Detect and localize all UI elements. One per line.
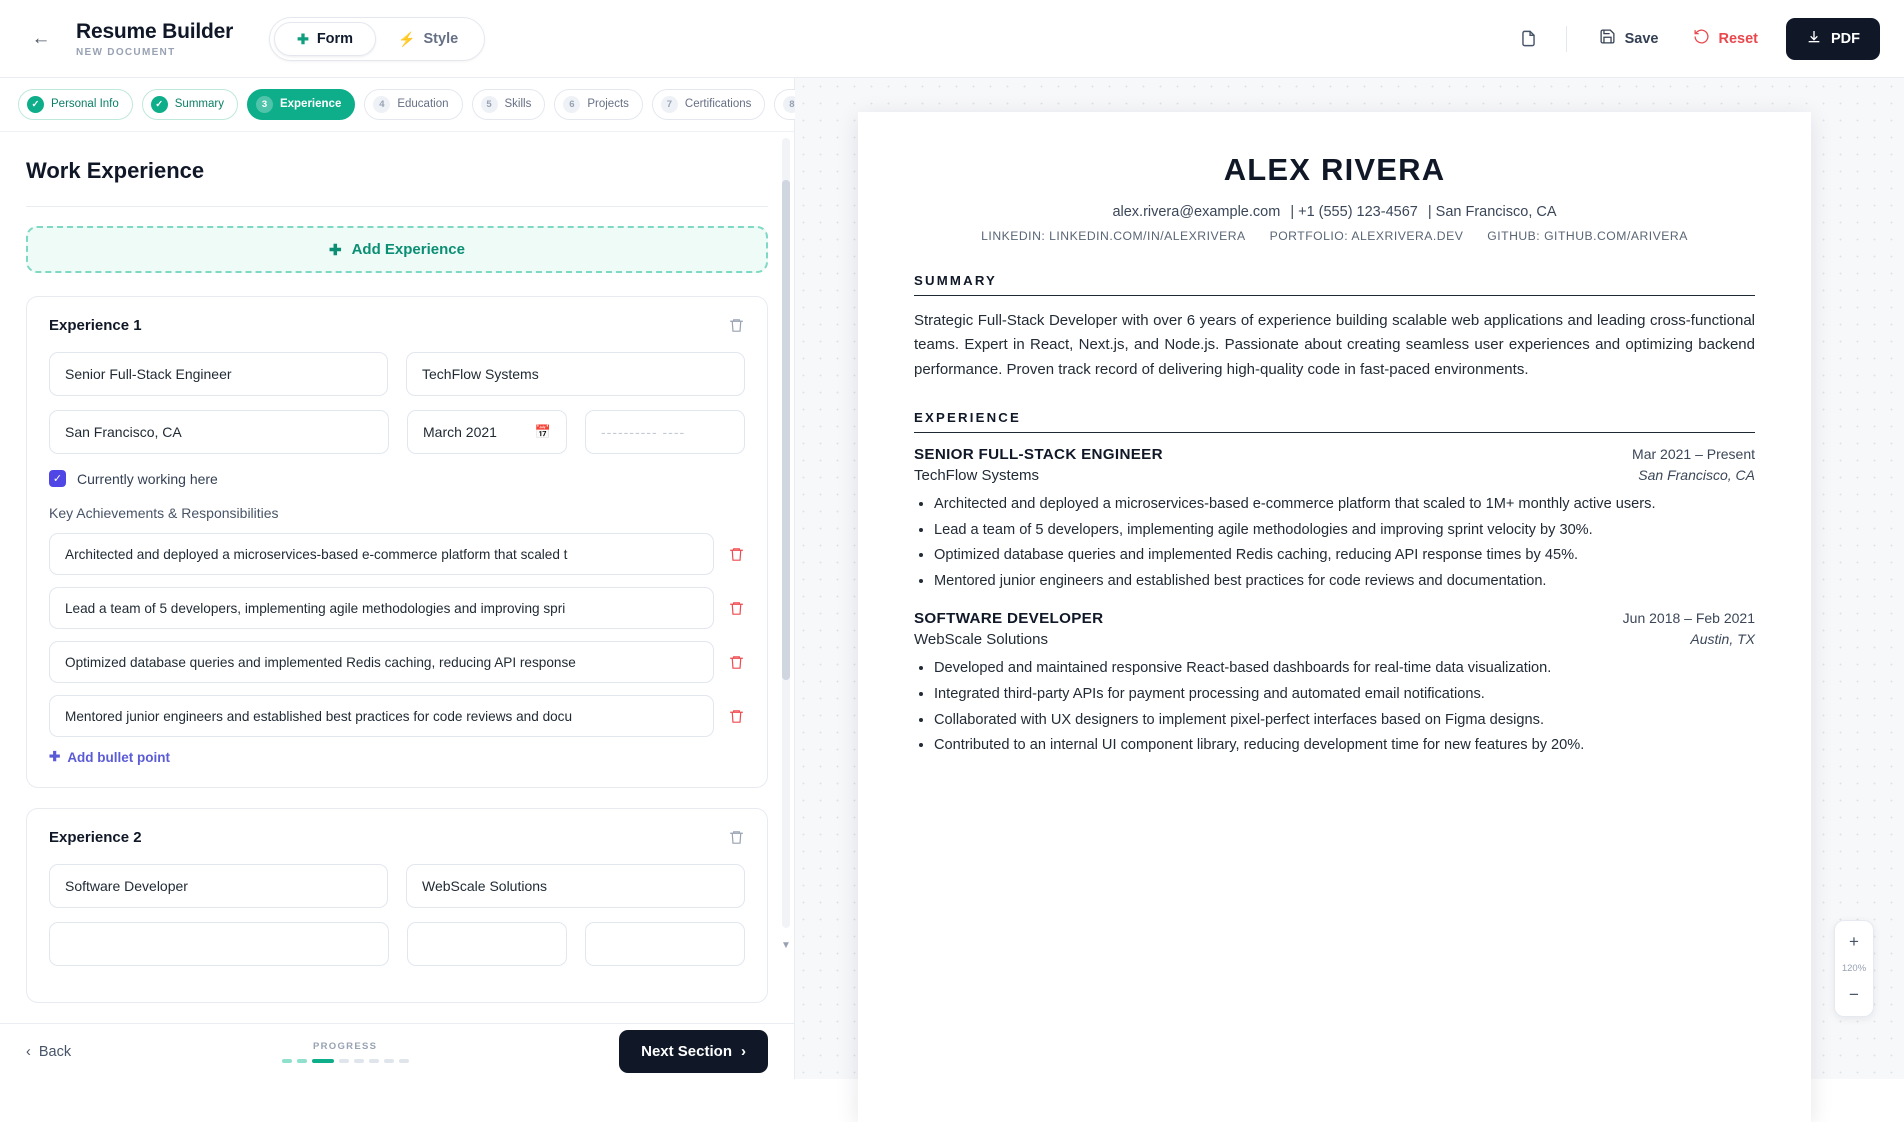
back-button[interactable]	[26, 1044, 71, 1060]
end-date-input[interactable]: ---------- ----	[585, 410, 745, 454]
summary-text: Strategic Full-Stack Developer with over 6 years of experience building scalable web applications and leading cross-functional teams. Expert in React, Next.js, and Node.js. Passionate about creating seamless user experiences and optimizing backend performance. Proven track record of delivering high-quality code in fast-paced environments.	[914, 312, 1755, 378]
app-title: Resume Builder	[76, 19, 234, 43]
reset-button[interactable]	[1679, 19, 1773, 58]
spark-icon: ⚡	[398, 30, 416, 47]
job-company: TechFlow Systems	[914, 466, 1040, 484]
delete-bullet-icon[interactable]	[728, 600, 745, 617]
job-bullet: • Collaborated with UX designers to implement pixel-perfect interfaces based on Figma designs.	[934, 709, 1755, 732]
currently-working-row	[49, 470, 745, 487]
position-input[interactable]: Software Developer	[49, 864, 388, 908]
currently-working-label: Currently working here	[77, 470, 218, 487]
step-personal-info[interactable]	[18, 89, 133, 120]
chevron-left-icon: ‹	[26, 1043, 31, 1060]
position-company-row	[49, 864, 745, 908]
step-number: 6	[563, 96, 580, 113]
job-company-row	[914, 467, 1755, 484]
step-label: Skills	[504, 98, 532, 110]
mode-switch	[269, 17, 485, 61]
plus-icon: ✚	[49, 749, 61, 764]
experience-section-heading: EXPERIENCE	[914, 410, 1755, 433]
step-skills[interactable]	[472, 89, 546, 120]
start-date-input[interactable]	[407, 410, 567, 454]
main-layout	[0, 78, 1904, 1079]
back-label: Back	[38, 1043, 72, 1060]
job-bullet-list	[934, 493, 1755, 592]
experience-card-header	[49, 829, 745, 846]
company-input[interactable]: WebScale Solutions	[406, 864, 745, 908]
step-label: Certifications	[684, 98, 752, 110]
step-number: 8	[783, 96, 800, 113]
job-bullet: • Architected and deployed a microservices-based e-commerce platform that scaled to 1M+ monthly active users.	[934, 493, 1755, 516]
resume-github: GITHUB: GITHUB.COM/ARIVERA	[1487, 229, 1688, 243]
zoom-out-button[interactable]: −	[1849, 985, 1859, 1004]
app-brand	[76, 20, 233, 58]
location-input[interactable]: San Francisco, CA	[49, 410, 389, 454]
experience-card	[26, 296, 768, 788]
job-bullet: • Developed and maintained responsive React-based dashboards for real-time data visualization.	[934, 657, 1755, 680]
end-date-input[interactable]	[585, 922, 745, 966]
plus-icon: ✚	[297, 30, 309, 47]
experience-card-title: Experience 1	[49, 317, 142, 334]
toolbar-divider	[1566, 26, 1567, 52]
bullet-row	[49, 641, 745, 683]
progress-label: PROGRESS	[312, 1040, 378, 1052]
step-projects[interactable]	[554, 89, 643, 120]
step-label: Education	[397, 98, 449, 110]
job-dates: Jun 2018 – Feb 2021	[1622, 610, 1755, 627]
position-input[interactable]: Senior Full-Stack Engineer	[49, 352, 388, 396]
resume-phone: | +1 (555) 123-4567	[1290, 204, 1418, 220]
step-number: ✓	[151, 96, 168, 113]
pdf-label: PDF	[1831, 30, 1860, 47]
tab-style[interactable]	[376, 22, 480, 56]
resume-document	[858, 112, 1811, 1122]
resume-location: | San Francisco, CA	[1427, 204, 1557, 220]
progress-indicator	[282, 1041, 409, 1063]
progress-dot	[384, 1059, 394, 1063]
job-title: SENIOR FULL-STACK ENGINEER	[914, 445, 1163, 463]
tab-form[interactable]	[274, 22, 376, 56]
step-number: 7	[661, 96, 678, 113]
resume-email: alex.rivera@example.com	[1112, 204, 1281, 220]
pdf-button[interactable]	[1786, 18, 1880, 60]
start-date-input[interactable]	[407, 922, 567, 966]
job-location: San Francisco, CA	[1638, 466, 1755, 483]
progress-dot	[369, 1059, 379, 1063]
location-input[interactable]	[49, 922, 389, 966]
progress-dot	[312, 1059, 334, 1063]
preview-pane	[795, 78, 1904, 1079]
tab-style-label: Style	[423, 30, 459, 47]
back-arrow-icon[interactable]: ←	[31, 27, 51, 49]
progress-dot	[297, 1059, 307, 1063]
reset-label: Reset	[1718, 30, 1758, 47]
progress-dots	[282, 1059, 409, 1063]
progress-dot	[354, 1059, 364, 1063]
form-scrollbar[interactable]	[782, 138, 790, 928]
plus-icon: ✚	[329, 241, 342, 259]
job-title: SOFTWARE DEVELOPER	[914, 610, 1104, 628]
summary-section-heading: SUMMARY	[914, 273, 1755, 296]
experience-card	[26, 808, 768, 1003]
bullet-input[interactable]: Mentored junior engineers and established best practices for code reviews and docu	[49, 695, 714, 737]
delete-bullet-icon[interactable]	[728, 546, 745, 563]
chevron-right-icon: ›	[740, 1043, 746, 1060]
step-nav	[0, 78, 794, 132]
add-experience-button[interactable]	[26, 226, 768, 273]
next-section-label: Next Section	[641, 1043, 732, 1060]
step-number: 3	[256, 96, 273, 113]
document-icon[interactable]	[1510, 20, 1548, 58]
step-number: 4	[373, 96, 390, 113]
step-summary[interactable]	[142, 89, 238, 120]
bullet-input[interactable]: Architected and deployed a microservices-based e-commerce platform that scaled t	[49, 533, 714, 575]
step-label: Summary	[174, 98, 224, 110]
form-scroll-area	[0, 132, 794, 1023]
scroll-down-arrow[interactable]: ▼	[781, 940, 791, 951]
company-input[interactable]: TechFlow Systems	[406, 352, 745, 396]
bullets-section-label: Key Achievements & Responsibilities	[49, 505, 279, 521]
form-footer	[0, 1023, 794, 1079]
bullet-input[interactable]: Optimized database queries and implemented Redis caching, reducing API response	[49, 641, 714, 683]
progress-dot	[339, 1059, 349, 1063]
resume-name: ALEX RIVERA	[1223, 152, 1446, 187]
toolbar-actions	[1510, 18, 1880, 60]
top-toolbar	[0, 0, 1904, 78]
step-certifications[interactable]	[652, 89, 765, 120]
step-number: ✓	[27, 96, 44, 113]
save-icon	[1599, 28, 1616, 49]
next-section-button[interactable]	[619, 1030, 768, 1073]
location-dates-row	[49, 410, 745, 454]
job-location: Austin, TX	[1690, 631, 1755, 648]
job-bullet: • Lead a team of 5 developers, implementing agile methodologies and improving sprint velocity by 30%.	[934, 519, 1755, 542]
app-subtitle: NEW DOCUMENT	[76, 46, 176, 58]
resume-portfolio: PORTFOLIO: ALEXRIVERA.DEV	[1269, 229, 1464, 243]
step-label: Experience	[279, 98, 342, 110]
step-experience[interactable]	[247, 89, 355, 120]
experience-card-header	[49, 317, 745, 334]
bullet-row	[49, 587, 745, 629]
delete-bullet-icon[interactable]	[728, 708, 745, 725]
save-label: Save	[1624, 30, 1659, 47]
step-label: Projects	[587, 98, 629, 110]
job-bullet-list	[934, 657, 1755, 756]
location-dates-row	[49, 922, 745, 966]
position-company-row	[49, 352, 745, 396]
job-bullet: • Contributed to an internal UI component library, reducing development time for new features by 20%.	[934, 734, 1755, 757]
add-bullet-button[interactable]	[49, 749, 745, 765]
page-title: Work Experience	[26, 158, 205, 183]
calendar-icon[interactable]: 📅	[534, 424, 551, 439]
job-company: WebScale Solutions	[914, 631, 1048, 649]
step-number: 5	[481, 96, 498, 113]
resume-job-entry	[914, 446, 1755, 592]
form-pane	[0, 78, 795, 1079]
job-title-row	[914, 446, 1755, 463]
experience-card-title: Experience 2	[49, 829, 142, 846]
download-icon	[1806, 29, 1822, 49]
job-bullet: • Integrated third-party APIs for payment processing and automated email notifications.	[934, 683, 1755, 706]
job-title-row	[914, 610, 1755, 627]
bullet-list	[49, 533, 745, 737]
start-date-value: March 2021	[423, 424, 497, 440]
save-button[interactable]	[1585, 19, 1673, 58]
resume-links-line	[914, 229, 1755, 243]
job-bullet: • Mentored junior engineers and established best practices for code reviews and documentation.	[934, 570, 1755, 593]
title-divider	[26, 206, 768, 207]
job-company-row	[914, 631, 1755, 648]
tab-form-label: Form	[316, 30, 354, 47]
delete-experience-icon[interactable]	[728, 829, 745, 846]
add-experience-label: Add Experience	[351, 241, 465, 258]
resume-linkedin: LINKEDIN: LINKEDIN.COM/IN/ALEXRIVERA	[981, 229, 1246, 243]
zoom-level-label: 120%	[1841, 963, 1867, 974]
zoom-control	[1834, 920, 1874, 1017]
resume-contact-line	[914, 204, 1755, 220]
scrollbar-thumb[interactable]	[782, 180, 790, 680]
step-education[interactable]	[364, 89, 462, 120]
bullet-row	[49, 695, 745, 737]
progress-dot	[399, 1059, 409, 1063]
job-bullet: • Optimized database queries and implemented Redis caching, reducing API response times by 45%.	[934, 544, 1755, 567]
step-label: Personal Info	[51, 98, 119, 110]
experience-list	[914, 446, 1755, 757]
currently-working-checkbox[interactable]: ✓	[49, 470, 66, 487]
progress-dot	[282, 1059, 292, 1063]
add-bullet-label: Add bullet point	[67, 749, 171, 765]
job-dates: Mar 2021 – Present	[1632, 445, 1755, 462]
delete-bullet-icon[interactable]	[728, 654, 745, 671]
resume-job-entry	[914, 610, 1755, 756]
zoom-in-button[interactable]: +	[1849, 932, 1859, 951]
delete-experience-icon[interactable]	[728, 317, 745, 334]
reset-icon	[1693, 28, 1710, 49]
bullet-row	[49, 533, 745, 575]
bullet-input[interactable]: Lead a team of 5 developers, implementing agile methodologies and improving spri	[49, 587, 714, 629]
